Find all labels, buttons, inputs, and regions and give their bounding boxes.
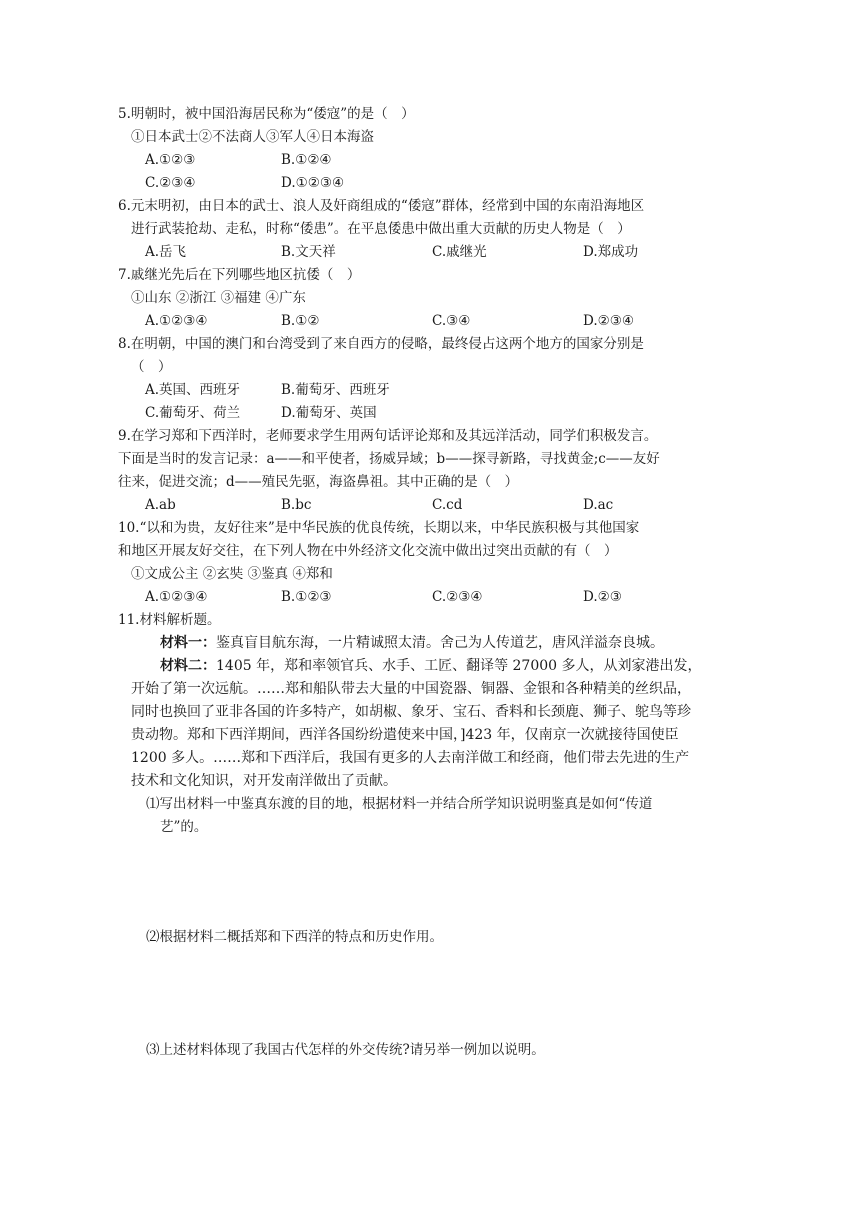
q10-items: ①文成公主 ②玄奘 ③鉴真 ④郑和 xyxy=(131,566,333,582)
q8-option-b: B.葡萄牙、西班牙 xyxy=(281,382,390,398)
q9-stem-line2: 下面是当时的发言记录：a——和平使者，扬威异域；b——探寻新路，寻找黄金;c——友好 xyxy=(118,451,660,467)
q7-items: ①山东 ②浙江 ③福建 ④广东 xyxy=(131,290,306,306)
q9-option-b: B.bc xyxy=(281,497,312,513)
q7-option-c: C.③④ xyxy=(432,313,471,329)
q9-option-c: C.cd xyxy=(432,497,463,513)
material-1-text: 鉴真盲目航东海，一片精诚照太清。舍己为人传道艺，唐风洋溢奈良城。 xyxy=(216,635,664,651)
q8-stem-line1: 8.在明朝，中国的澳门和台湾受到了来自西方的侵略，最终侵占这两个地方的国家分别是 xyxy=(118,336,644,352)
q6-option-b: B.文天祥 xyxy=(281,244,336,260)
q6-option-c: C.戚继光 xyxy=(432,244,487,260)
q8-option-c: C.葡萄牙、荷兰 xyxy=(145,405,241,421)
q8-option-d: D.葡萄牙、英国 xyxy=(281,405,377,421)
q7-stem: 7.戚继光先后在下列哪些地区抗倭（ ） xyxy=(118,267,361,283)
q10-option-b: B.①②③ xyxy=(281,589,332,605)
q7-option-d: D.②③④ xyxy=(583,313,634,329)
q10-option-c: C.②③④ xyxy=(432,589,483,605)
q11-material-2-line4: 贵动物。郑和下西洋期间，西洋各国纷纷遣使来中国，]423 年，仅南京一次就接待国使臣 xyxy=(131,727,679,743)
q9-stem-line1: 9.在学习郑和下西洋时，老师要求学生用两句话评论郑和及其远洋活动，同学们积极发言。 xyxy=(118,428,658,444)
material-2-label: 材料二： xyxy=(160,658,216,674)
q6-option-d: D.郑成功 xyxy=(583,244,639,260)
q7-option-b: B.①② xyxy=(281,313,320,329)
material-1-label: 材料一： xyxy=(160,635,216,651)
q6-option-a: A.岳飞 xyxy=(145,244,187,260)
q5-stem: 5.明朝时，被中国沿海居民称为“倭寇”的是（ ） xyxy=(118,106,415,122)
q6-stem-line2: 进行武装抢劫、走私，时称“倭患”。在平息倭患中做出重大贡献的历史人物是（ ） xyxy=(131,221,631,237)
q11-sub2: ⑵根据材料二概括郑和下西洋的特点和历史作用。 xyxy=(146,929,443,945)
material-2-text-line1: 1405 年，郑和率领官兵、水手、工匠、翻译等 27000 多人，从刘家港出发， xyxy=(216,658,702,674)
q11-material-1 xyxy=(160,633,664,653)
q5-items: ①日本武士②不法商人③军人④日本海盗 xyxy=(131,129,374,145)
q11-sub1-line1: ⑴写出材料一中鉴真东渡的目的地，根据材料一并结合所学知识说明鉴真是如何“传道 xyxy=(146,796,653,812)
q5-option-c: C.②③④ xyxy=(145,175,196,191)
q11-material-2-line3: 同时也换回了亚非各国的许多特产，如胡椒、象牙、宝石、香料和长颈鹿、狮子、鸵鸟等珍 xyxy=(131,704,691,720)
q6-stem-line1: 6.元末明初，由日本的武士、浪人及奸商组成的“倭寇”群体，经常到中国的东南沿海地区 xyxy=(118,198,645,214)
q11-material-2-line2: 开始了第一次远航。……郑和船队带去大量的中国瓷器、铜器、金银和各种精美的丝织品， xyxy=(131,681,691,697)
q5-option-d: D.①②③④ xyxy=(281,175,345,191)
q10-option-d: D.②③ xyxy=(583,589,622,605)
q9-option-a: A.ab xyxy=(145,497,176,513)
q7-option-a: A.①②③④ xyxy=(145,313,208,329)
q9-stem-line3: 往来，促进交流；d——殖民先驱，海盗鼻祖。其中正确的是（ ） xyxy=(118,474,519,490)
q8-stem-line2: （ ） xyxy=(131,359,172,375)
q10-option-a: A.①②③④ xyxy=(145,589,208,605)
q11-material-2-line5: 1200 多人。……郑和下西洋后，我国有更多的人去南洋做工和经商，他们带去先进的生产 xyxy=(131,750,690,766)
q11-material-2-line1 xyxy=(160,656,702,676)
q11-sub3: ⑶上述材料体现了我国古代怎样的外交传统?请另举一例加以说明。 xyxy=(146,1042,545,1058)
q8-option-a: A.英国、西班牙 xyxy=(145,382,241,398)
q5-option-a: A.①②③ xyxy=(145,152,196,168)
q5-option-b: B.①②④ xyxy=(281,152,332,168)
q11-material-2-line6: 技术和文化知识，对开发南洋做出了贡献。 xyxy=(131,773,397,789)
q10-stem-line1: 10.“以和为贵，友好往来”是中华民族的优良传统，长期以来，中华民族积极与其他国家 xyxy=(118,520,640,536)
q9-option-d: D.ac xyxy=(583,497,614,513)
q11-sub1-line2: 艺”的。 xyxy=(160,819,208,835)
q10-stem-line2: 和地区开展友好交往，在下列人物在中外经济文化交流中做出过突出贡献的有（ ） xyxy=(118,543,618,559)
q11-stem: 11.材料解析题。 xyxy=(118,612,221,628)
